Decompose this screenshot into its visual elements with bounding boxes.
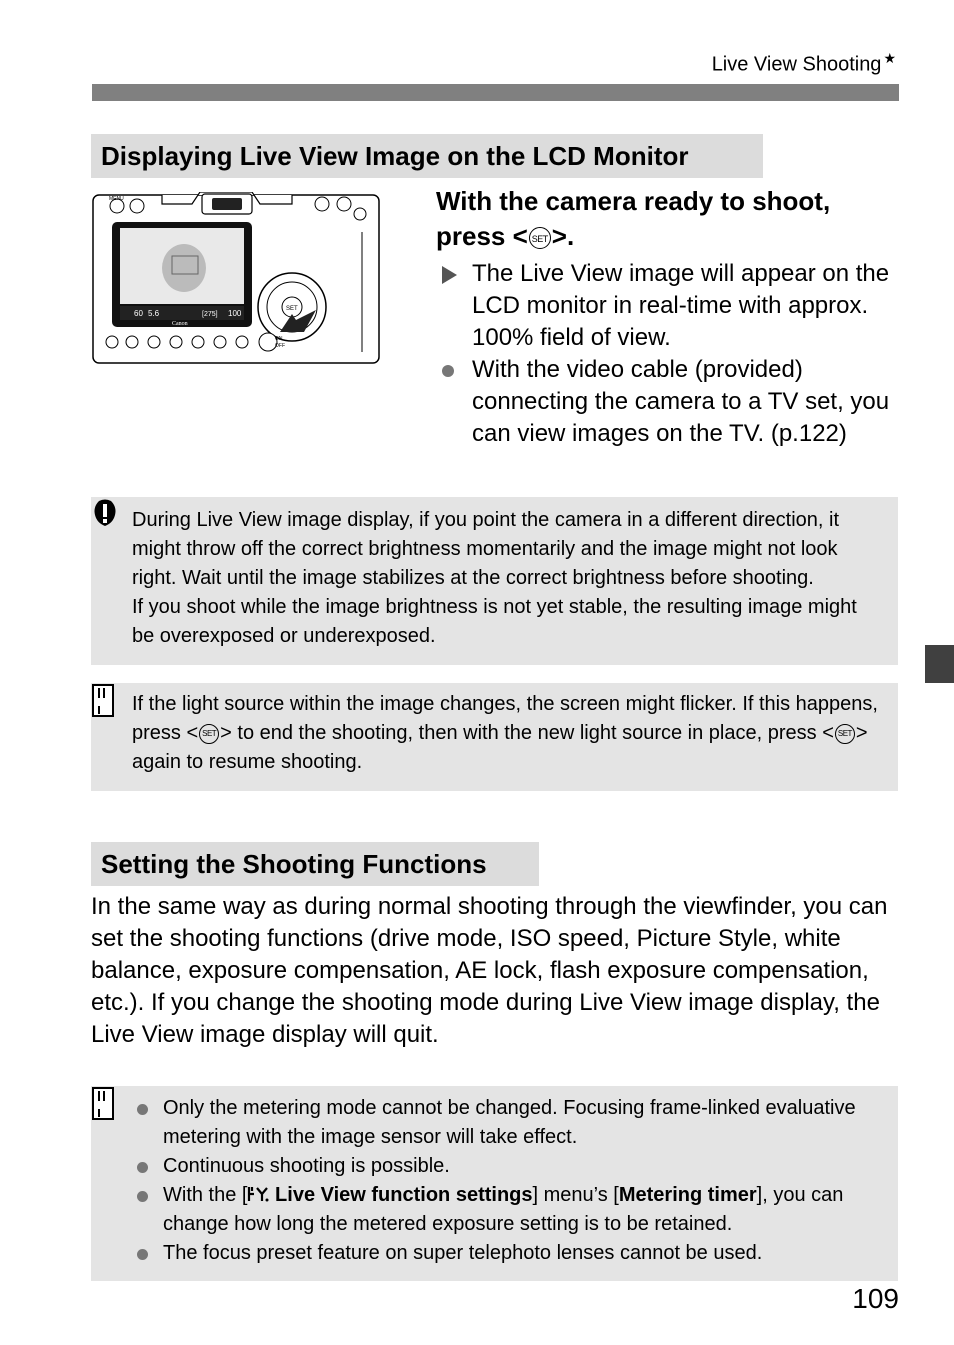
list-item-text: Continuous shooting is possible.	[163, 1155, 450, 1177]
caution-note	[91, 497, 898, 665]
header-section-label: Live View Shooting	[711, 53, 882, 76]
memo-note-functions	[91, 1086, 898, 1281]
memo-icon	[92, 684, 116, 718]
dial-set-label: SET	[286, 306, 298, 312]
set-button-icon: SET	[199, 724, 219, 744]
list-item	[436, 354, 906, 450]
step-title-text: With the camera ready to shoot, press <	[436, 186, 831, 251]
step-title-end: >.	[551, 221, 575, 251]
list-item-text: ], you can change how long the metered exposure setting is to be retained.	[163, 1184, 844, 1235]
triangle-bullet-icon	[442, 266, 457, 284]
lcd-shutter: 60	[134, 309, 143, 318]
lcd-shots: [275]	[202, 311, 218, 318]
list-item-text: The focus preset feature on super telephoto lenses cannot be used.	[163, 1242, 763, 1264]
chapter-tab	[925, 645, 954, 683]
star-icon: ★	[883, 50, 896, 66]
memo-icon	[92, 1087, 116, 1121]
list-item-text: ] menu’s [	[532, 1184, 619, 1206]
dot-bullet-icon	[137, 1162, 148, 1173]
menu-name-text: Live View function settings	[275, 1184, 533, 1206]
memo-text-part2: > to end the shooting, then with the new light source in place, press <	[220, 722, 834, 744]
menu-item-text: Metering timer	[618, 1184, 757, 1206]
list-item	[436, 258, 906, 354]
memo-text-part3: > again to resume shooting.	[132, 722, 868, 773]
list-item	[137, 1152, 887, 1181]
dot-bullet-icon	[137, 1104, 148, 1115]
list-item-text: With the [	[163, 1184, 248, 1206]
section-heading-shooting-functions: Setting the Shooting Functions	[91, 842, 539, 886]
memo-text	[132, 690, 884, 777]
caution-icon	[91, 499, 119, 527]
camera-back-illustration	[92, 192, 380, 365]
off-label: OFF	[275, 343, 285, 349]
header-rule	[92, 84, 899, 101]
set-button-icon: SET	[529, 227, 551, 249]
step-title	[436, 184, 896, 254]
dot-bullet-icon	[137, 1249, 148, 1260]
lcd-iso: 100	[228, 309, 242, 318]
list-item	[137, 1181, 887, 1239]
dot-bullet-icon	[137, 1191, 148, 1202]
memo-note-flicker	[91, 683, 898, 791]
caution-paragraph-1: During Live View image display, if you point the camera in a different direction, it might throw off the correct brightness momentarily and the image might not look right. Wait until the image stabilizes at the correct brightness before shooting.	[132, 509, 840, 589]
section-heading-displaying: Displaying Live View Image on the LCD Monitor	[91, 134, 763, 178]
list-item-text: Only the metering mode cannot be changed. Focusing frame-linked evaluative metering with the image sensor will take effect.	[163, 1097, 856, 1148]
list-item	[137, 1094, 887, 1152]
running-header	[712, 50, 896, 77]
list-item	[137, 1239, 887, 1268]
caution-paragraph-2: If you shoot while the image brightness is not yet stable, the resulting image might be overexposed or underexposed.	[132, 596, 857, 647]
memo-text-part1: If the light source within the image changes, the screen might flicker. If this happens, press <	[132, 693, 878, 744]
lcd-brand: Canon	[172, 321, 188, 327]
page-number: 109	[852, 1283, 899, 1314]
list-item-text: With the video cable (provided) connecting the camera to a TV set, you can view images on the TV. (p.122)	[472, 356, 890, 447]
body-paragraph: In the same way as during normal shooting through the viewfinder, you can set the shooting functions (drive mode, ISO speed, Picture Style, white balance, exposure compensation, AE lock, flash exposure compensation, etc.). If you change the shooting mode during Live View image display, the Live View image display will quit.	[91, 893, 888, 1048]
memo-bullet-list	[137, 1094, 887, 1268]
step-result-list	[436, 258, 906, 450]
caution-text	[132, 506, 884, 651]
list-item-text: The Live View image will appear on the LCD monitor in real-time with approx. 100% field of view.	[472, 260, 890, 351]
setup-tools-icon	[247, 1185, 269, 1203]
lcd-aperture: 5.6	[148, 309, 160, 318]
set-button-icon: SET	[835, 724, 855, 744]
menu-label: MENU	[109, 196, 124, 202]
dot-bullet-icon	[442, 365, 454, 377]
on-label: ON	[275, 336, 283, 342]
